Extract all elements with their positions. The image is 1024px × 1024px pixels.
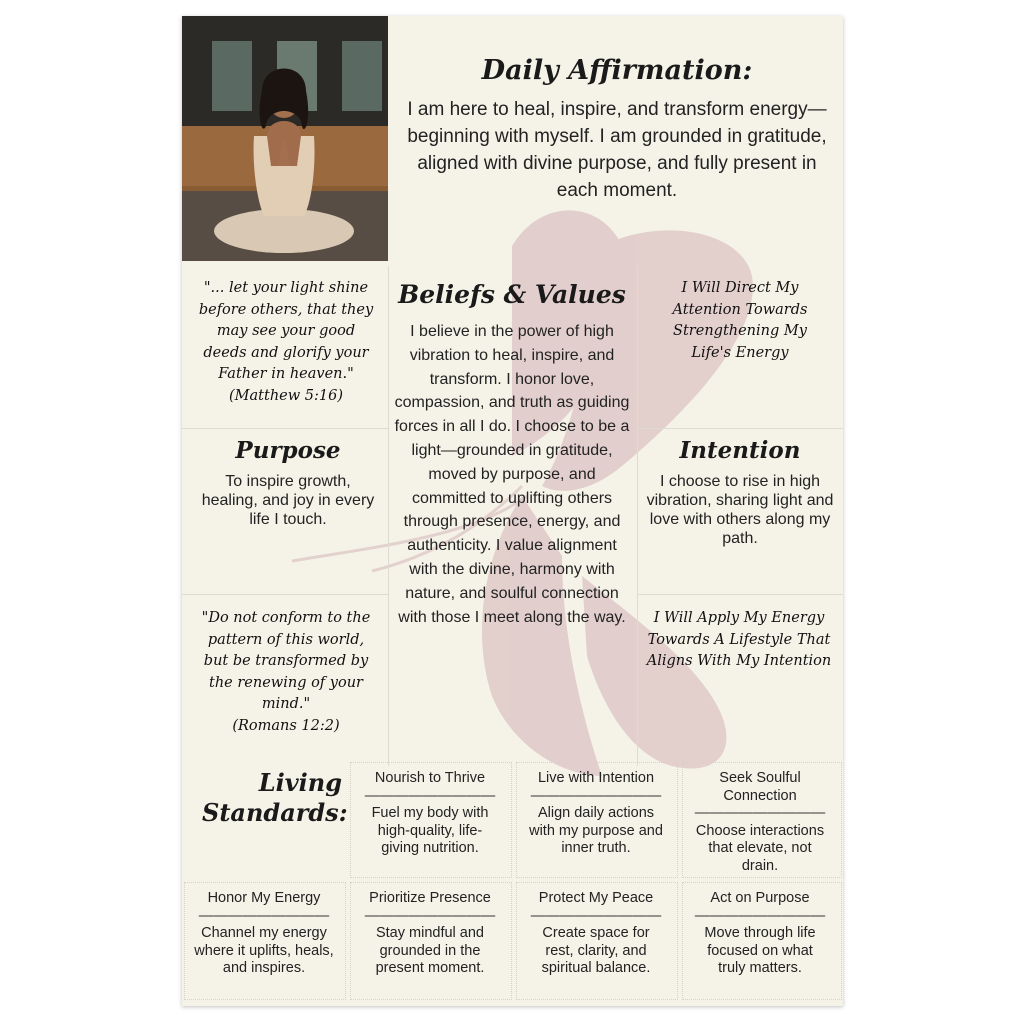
standard-divider: ————————— xyxy=(694,907,826,924)
standard-divider: ————————— xyxy=(364,787,496,804)
grid-line xyxy=(182,428,388,429)
attention-statement xyxy=(652,278,828,364)
grid-line xyxy=(637,594,843,595)
standard-divider: ————————— xyxy=(694,805,826,821)
standard-desc: Choose interactions that elevate, not drain. xyxy=(695,822,825,874)
grid-line xyxy=(182,594,388,595)
affirmation-text: I am here to heal, inspire, and transform energy—beginning with myself. I am grounded in gratitude, aligned with divine purpose, and fully present in each moment. xyxy=(407,99,827,201)
bible-quote-1 xyxy=(196,278,376,407)
living-standards-title: Living Standards: xyxy=(202,768,348,827)
purpose-text: To inspire growth, healing, and joy in every life I touch. xyxy=(201,473,375,528)
standard-name: Nourish to Thrive xyxy=(374,770,486,786)
vision-board-poster xyxy=(182,16,843,1006)
standard-divider: ————————— xyxy=(198,907,330,924)
standard-desc: Channel my energy where it uplifts, heals, and inspires. xyxy=(194,925,334,976)
quote-2-text: "Do not conform to the pattern of this world, but be transformed by the renewing of your mind." xyxy=(201,610,371,712)
standard-connection xyxy=(680,770,840,875)
meditation-photo xyxy=(182,16,388,261)
standard-name: Act on Purpose xyxy=(710,890,810,906)
beliefs-text: I believe in the power of high vibration to heal, inspire, and transform. I honor love, compassion, and truth as guiding forces in all I do. I choose to be a light—grounded in gratitude, moved by purpose, and committed to uplifting others through presence, energy, and authenticity. I value alignment with the divine, harmony with nature, and soulful connection with those I meet along the way. xyxy=(394,323,630,626)
standard-desc: Create space for rest, clarity, and spiritual balance. xyxy=(541,925,651,976)
intention-title: Intention xyxy=(679,437,801,464)
affirmation-title: Daily Affirmation: xyxy=(481,55,753,86)
purpose-title: Purpose xyxy=(235,437,341,464)
bible-quote-2 xyxy=(194,608,378,737)
standard-divider: ————————— xyxy=(530,907,662,924)
affirmation-section xyxy=(397,54,837,204)
quote-2-reference: (Romans 12:2) xyxy=(232,717,340,734)
attention-text: I Will Direct My Attention Towards Strengthening My Life's Energy xyxy=(672,280,808,361)
standard-desc: Fuel my body with high-quality, life-giving nutrition. xyxy=(371,805,489,856)
standard-intention xyxy=(516,770,676,858)
apply-text: I Will Apply My Energy Towards A Lifestyle That Aligns With My Intention xyxy=(646,610,832,669)
beliefs-title: Beliefs & Values xyxy=(398,280,626,309)
beliefs-section xyxy=(394,278,630,629)
grid-line xyxy=(637,428,843,429)
standard-nourish xyxy=(350,770,510,858)
standard-purpose xyxy=(680,890,840,978)
standard-name: Protect My Peace xyxy=(538,890,654,906)
grid-line xyxy=(388,266,389,766)
standard-peace xyxy=(516,890,676,978)
standard-name: Honor My Energy xyxy=(207,890,321,906)
standard-energy xyxy=(184,890,344,978)
intention-section xyxy=(644,436,836,548)
standard-desc: Move through life focused on what truly matters. xyxy=(704,925,816,976)
intention-text: I choose to rise in high vibration, sharing light and love with others along my path. xyxy=(646,473,834,547)
standard-desc: Stay mindful and grounded in the present moment. xyxy=(375,925,485,976)
grid-line xyxy=(637,266,638,766)
standard-name: Prioritize Presence xyxy=(369,890,491,906)
quote-1-reference: (Matthew 5:16) xyxy=(229,387,343,404)
standard-name: Live with Intention xyxy=(537,770,655,786)
standard-presence xyxy=(350,890,510,978)
standard-name: Seek Soulful Connection xyxy=(719,770,801,804)
standard-divider: ————————— xyxy=(364,907,496,924)
purpose-section xyxy=(196,436,380,529)
quote-1-text: "... let your light shine before others, that they may see your good deeds and glorify your Father in heaven." xyxy=(198,280,374,382)
standard-desc: Align daily actions with my purpose and inner truth. xyxy=(529,805,663,856)
standard-divider: ————————— xyxy=(530,787,662,804)
apply-statement xyxy=(644,608,834,673)
